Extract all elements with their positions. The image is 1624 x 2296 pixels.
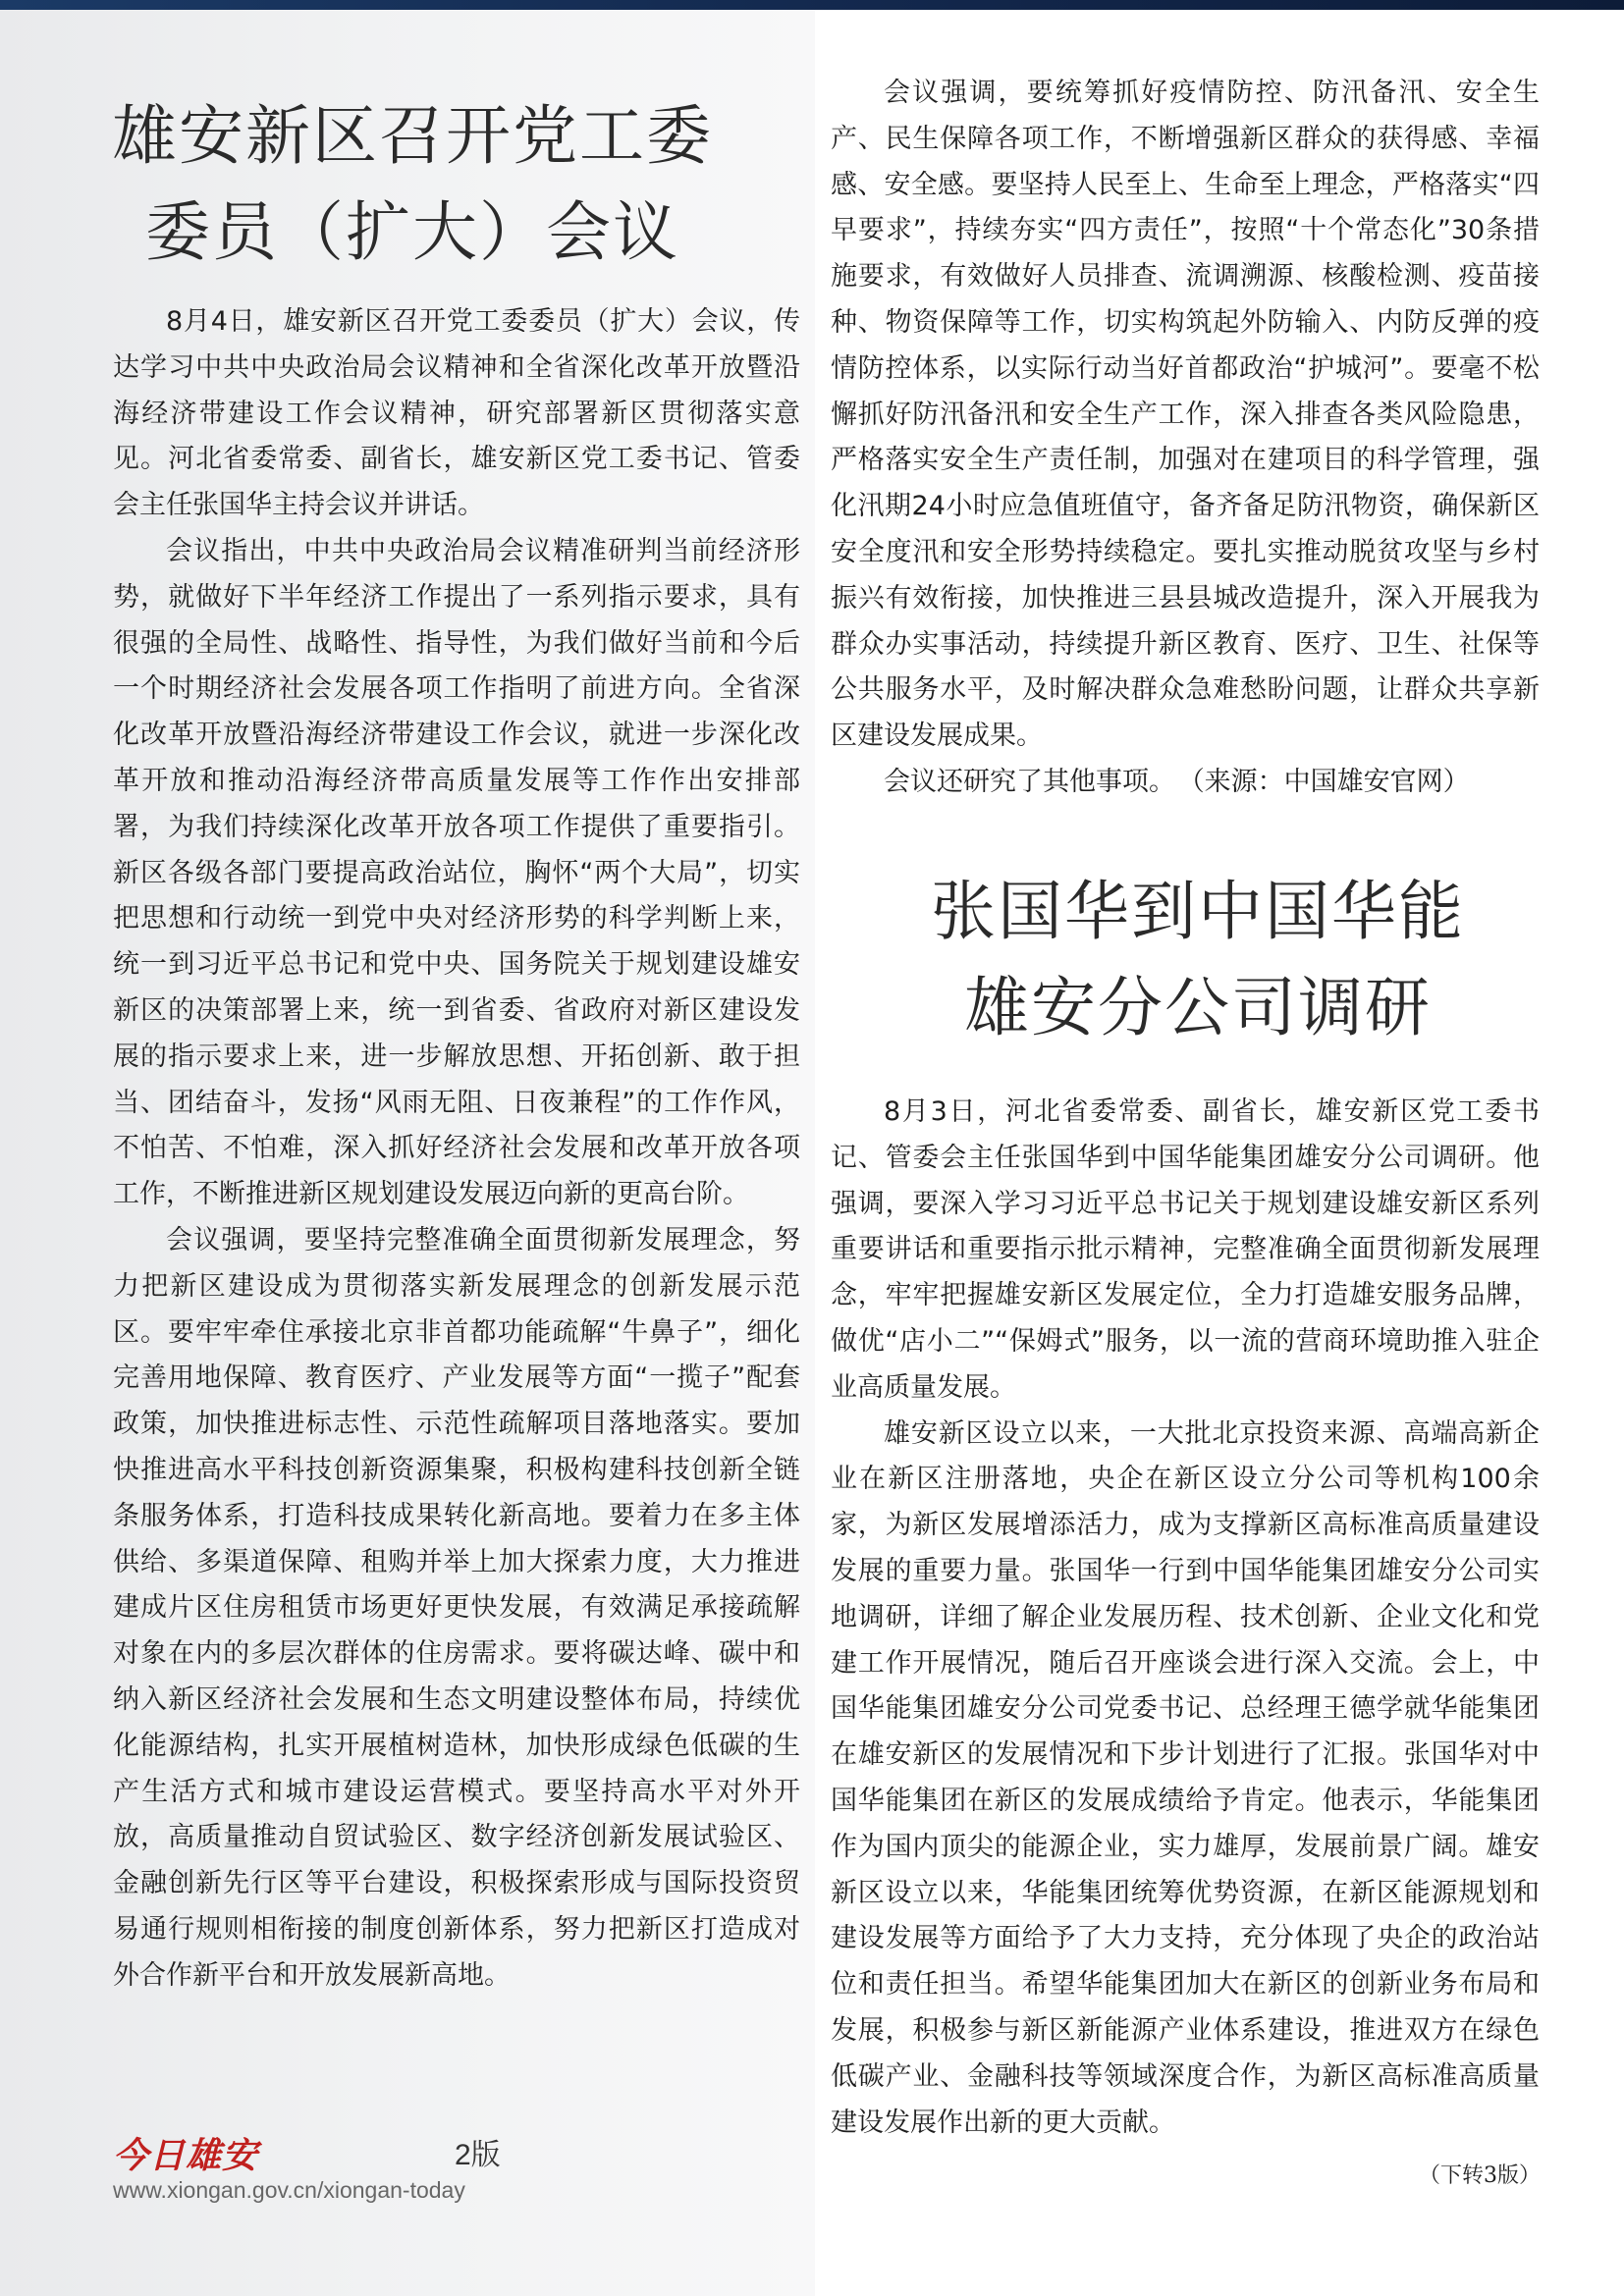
article2-title-line2: 雄安分公司调研 (964, 970, 1432, 1045)
article2-headline (854, 864, 1542, 1056)
article1-title-line1: 雄安新区召开党工委 (112, 98, 713, 174)
right-column (815, 10, 1624, 2296)
continued-on-page-note: （下转3版） (1419, 2163, 1541, 2188)
article1-body-part1 (113, 299, 800, 1999)
article1-paragraph-5: 会议还研究了其他事项。 (884, 766, 1175, 797)
page-number: 2版 (455, 2139, 501, 2171)
article1-title-line2: 委员（扩大）会议 (145, 194, 679, 270)
article1-closing-paragraph (831, 760, 1540, 806)
article2-title-line1: 张国华到中国华能 (931, 874, 1465, 949)
article1-paragraph-2: 会议指出，中共中央政治局会议精准研判当前经济形势，就做好下半年经济工作提出了一系列指示要求，具有很强的全局性、战略性、指导性，为我们做好当前和今后一个时期经济社会发展各项工作指明了前进方向。全省深化改革开放暨沿海经济带建设工作会议，就进一步深化改革开放和推动沿海经济带高质量发展等工作作出安排部署，为我们持续深化改革开放各项工作提供了重要指引。新区各级各部门要提高政治站位，胸怀“两个大局”，切实把思想和行动统一到党中央对经济形势的科学判断上来，统一到习近平总书记和党中央、国务院关于规划建设雄安新区的决策部署上来，统一到省委、省政府对新区建设发展的指示要求上来，进一步解放思想、开拓创新、敢于担当、团结奋斗，发扬“风雨无阻、日夜兼程”的工作作风，不怕苦、不怕难，深入抓好经济社会发展和改革开放各项工作，不断推进新区规划建设发展迈向新的更高台阶。 (113, 535, 800, 1210)
article2-paragraph-2: 雄安新区设立以来，一大批北京投资来源、高端高新企业在新区注册落地，央企在新区设立分公司等机构100余家，为新区发展增添活力，成为支撑新区高标准高质量建设发展的重要力量。张国华一行到中国华能集团雄安分公司实地调研，详细了解企业发展历程、技术创新、企业文化和党建工作开展情况，随后召开座谈会进行深入交流。会上，中国华能集团雄安分公司党委书记、总经理王德学就华能集团在雄安新区的发展情况和下步计划进行了汇报。张国华对中国华能集团在新区的发展成绩给予肯定。他表示，华能集团作为国内顶尖的能源企业，实力雄厚，发展前景广阔。雄安新区设立以来，华能集团统筹优势资源，在新区能源规划和建设发展等方面给予了大力支持，充分体现了央企的政治站位和责任担当。希望华能集团加大在新区的创新业务布局和发展，积极参与新区新能源产业体系建设，推进双方在绿色低碳产业、金融科技等领域深度合作，为新区高标准高质量建设发展作出新的更大贡献。 (831, 1417, 1540, 2138)
article1-paragraph-3: 会议强调，要坚持完整准确全面贯彻新发展理念，努力把新区建设成为贯彻落实新发展理念的创新发展示范区。要牢牢牵住承接北京非首都功能疏解“牛鼻子”，细化完善用地保障、教育医疗、产业发展等方面“一揽子”配套政策，加快推进标志性、示范性疏解项目落地落实。要加快推进高水平科技创新资源集聚，积极构建科技创新全链条服务体系，打造科技成果转化新高地。要着力在多主体供给、多渠道保障、租购并举上加大探索力度，大力推进建成片区住房租赁市场更好更快发展，有效满足承接疏解对象在内的多层次群体的住房需求。要将碳达峰、碳中和纳入新区经济社会发展和生态文明建设整体布局，持续优化能源结构，扎实开展植树造林，加快形成绿色低碳的生产生活方式和城市建设运营模式。要坚持高水平对外开放，高质量推动自贸试验区、数字经济创新发展试验区、金融创新先行区等平台建设，积极探索形成与国际投资贸易通行规则相衔接的制度创新体系，努力把新区打造成对外合作新平台和开放发展新高地。 (113, 1224, 800, 1991)
article1-headline (79, 88, 746, 281)
footer-url: www.xiongan.gov.cn/xiongan-today (113, 2177, 465, 2203)
top-accent-bar (0, 0, 1624, 10)
article1-paragraph-1: 8月4日，雄安新区召开党工委委员（扩大）会议，传达学习中共中央政治局会议精神和全省深化改革开放暨沿海经济带建设工作会议精神，研究部署新区贯彻落实意见。河北省委常委、副省长，雄安新区党工委书记、管委会主任张国华主持会议并讲话。 (113, 306, 800, 521)
newspaper-logo: 今日雄安 (113, 2135, 259, 2176)
article1-source: （来源：中国雄安官网） (1191, 766, 1470, 797)
article2-body (831, 1090, 1540, 2146)
article1-paragraph-4: 会议强调，要统筹抓好疫情防控、防汛备汛、安全生产、民生保障各项工作，不断增强新区群众的获得感、幸福感、安全感。要坚持人民至上、生命至上理念，严格落实“四早要求”，持续夯实“四方责任”，按照“十个常态化”30条措施要求，有效做好人员排查、流调溯源、核酸检测、疫苗接种、物资保障等工作，切实构筑起外防输入、内防反弹的疫情防控体系，以实际行动当好首都政治“护城河”。要毫不松懈抓好防汛备汛和安全生产工作，深入排查各类风险隐患，严格落实安全生产责任制，加强对在建项目的科学管理，强化汛期24小时应急值班值守，备齐备足防汛物资，确保新区安全度汛和安全形势持续稳定。要扎实推动脱贫攻坚与乡村振兴有效衔接，加快推进三县县城改造提升，深入开展我为群众办实事活动，持续提升新区教育、医疗、卫生、社保等公共服务水平，及时解决群众急难愁盼问题，让群众共享新区建设发展成果。 (831, 78, 1540, 752)
article2-paragraph-1: 8月3日，河北省委常委、副省长，雄安新区党工委书记、管委会主任张国华到中国华能集团雄安分公司调研。他强调，要深入学习习近平总书记关于规划建设雄安新区系列重要讲话和重要指示批示精神，完整准确全面贯彻新发展理念，牢牢把握雄安新区发展定位，全力打造雄安服务品牌，做优“店小二”“保姆式”服务，以一流的营商环境助推入驻企业高质量发展。 (831, 1096, 1540, 1403)
article1-body-part2 (831, 71, 1540, 806)
left-column (0, 10, 815, 2296)
